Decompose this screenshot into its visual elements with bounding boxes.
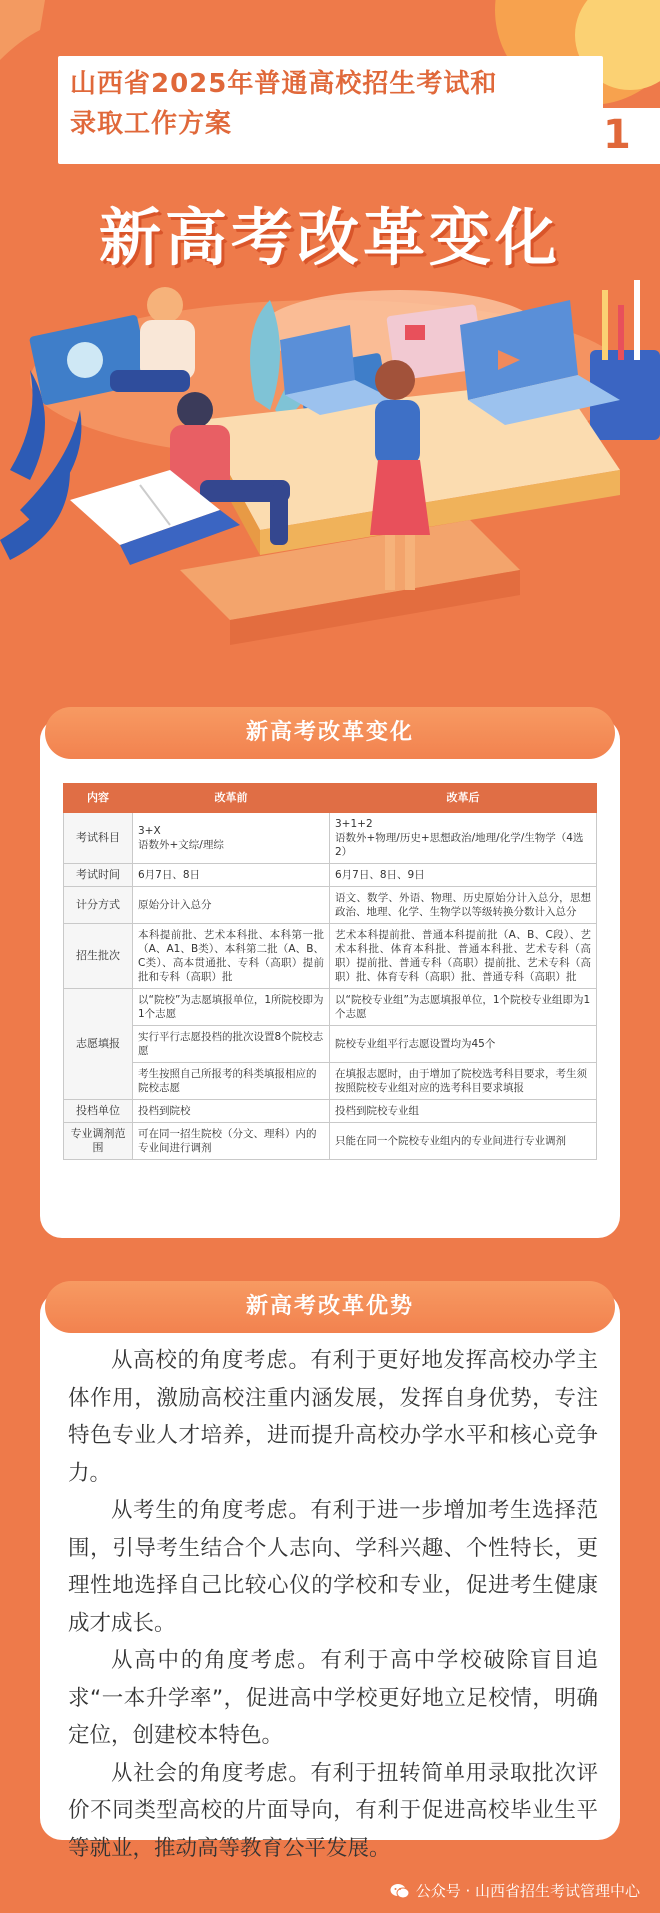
before-cell: 实行平行志愿投档的批次设置8个院校志愿 bbox=[133, 1026, 330, 1063]
table-header-cell: 内容 bbox=[64, 784, 133, 813]
table-row bbox=[64, 887, 597, 924]
after-cell: 6月7日、8日、9日 bbox=[330, 864, 597, 887]
table-row bbox=[64, 989, 597, 1026]
advantage-paragraph: 从社会的角度考虑。有利于扭转简单用录取批次评价不同类型高校的片面导向，有利于促进高校毕业生平等就业，推动高等教育公平发展。 bbox=[68, 1760, 598, 1861]
before-cell: 以“院校”为志愿填报单位，1所院校即为1个志愿 bbox=[133, 989, 330, 1026]
advantage-paragraph: 从高校的角度考虑。有利于更好地发挥高校办学主体作用，激励高校注重内涵发展，发挥自身优势，专注特色专业人才培养，进而提升高校办学水平和核心竞争力。 bbox=[68, 1348, 598, 1486]
row-label: 志愿填报 bbox=[64, 989, 133, 1100]
before-cell: 可在同一招生院校（分文、理科）内的专业间进行调剂 bbox=[133, 1123, 330, 1160]
after-cell: 院校专业组平行志愿设置均为45个 bbox=[330, 1026, 597, 1063]
row-label: 考试时间 bbox=[64, 864, 133, 887]
row-label: 投档单位 bbox=[64, 1100, 133, 1123]
table-row bbox=[64, 813, 597, 864]
before-cell: 本科提前批、艺术本科批、本科第一批（A、A1、B类）、本科第二批（A、B、C类）、高本贯通批、专科（高职）提前批和专科（高职）批 bbox=[133, 924, 330, 989]
changes-heading: 新高考改革变化 bbox=[45, 707, 615, 759]
comparison-table bbox=[63, 783, 597, 1160]
table-row bbox=[64, 1063, 597, 1100]
pen-holder-icon bbox=[590, 280, 660, 440]
row-label: 招生批次 bbox=[64, 924, 133, 989]
after-cell: 3+1+2 语数外+物理/历史+思想政治/地理/化学/生物学（4选2） bbox=[330, 813, 597, 864]
main-title: 新高考改革变化 bbox=[98, 201, 561, 274]
before-cell: 3+X 语数外+文综/理综 bbox=[133, 813, 330, 864]
before-cell: 投档到院校 bbox=[133, 1100, 330, 1123]
advantages-heading: 新高考改革优势 bbox=[45, 1281, 615, 1333]
table-row bbox=[64, 1123, 597, 1160]
header-title-line2: 录取工作方案 bbox=[70, 109, 233, 139]
footer bbox=[0, 1880, 640, 1901]
table-row bbox=[64, 924, 597, 989]
wechat-icon bbox=[390, 1883, 410, 1899]
after-cell: 以“院校专业组”为志愿填报单位，1个院校专业组即为1个志愿 bbox=[330, 989, 597, 1026]
table-header-cell: 改革后 bbox=[330, 784, 597, 813]
section-number: 1 bbox=[603, 112, 631, 158]
row-label: 计分方式 bbox=[64, 887, 133, 924]
footer-label: 公众号 · 山西省招生考试管理中心 bbox=[415, 1882, 640, 1900]
before-cell: 原始分计入总分 bbox=[133, 887, 330, 924]
table-row bbox=[64, 864, 597, 887]
after-cell: 投档到院校专业组 bbox=[330, 1100, 597, 1123]
table-row bbox=[64, 1100, 597, 1123]
students-illustration bbox=[0, 270, 660, 700]
row-label: 考试科目 bbox=[64, 813, 133, 864]
header-title bbox=[70, 64, 590, 144]
after-cell: 艺术本科提前批、普通本科提前批（A、B、C段）、艺术本科批、体育本科批、普通本科批、艺术专科（高职）提前批、普通专科（高职）提前批、艺术专科（高职）批、体育专科（高职）批、普通专科（高职）批 bbox=[330, 924, 597, 989]
advantages-text bbox=[68, 1342, 598, 1867]
header-title-line1: 山西省2025年普通高校招生考试和 bbox=[70, 69, 498, 99]
after-cell: 语文、数学、外语、物理、历史原始分计入总分，思想政治、地理、化学、生物学以等级转换分数计入总分 bbox=[330, 887, 597, 924]
table-header-row bbox=[64, 784, 597, 813]
advantage-paragraph: 从高中的角度考虑。有利于高中学校破除盲目追求“一本升学率”，促进高中学校更好地立足校情，明确定位，创建校本特色。 bbox=[68, 1648, 598, 1748]
section-number-tab bbox=[565, 108, 660, 164]
row-label: 专业调剂范围 bbox=[64, 1123, 133, 1160]
before-cell: 6月7日、8日 bbox=[133, 864, 330, 887]
advantage-paragraph: 从考生的角度考虑。有利于进一步增加考生选择范围，引导考生结合个人志向、学科兴趣、个性特长，更理性地选择自己比较心仪的学校和专业，促进考生健康成才成长。 bbox=[68, 1498, 598, 1636]
table-header-cell: 改革前 bbox=[133, 784, 330, 813]
after-cell: 只能在同一个院校专业组内的专业间进行专业调剂 bbox=[330, 1123, 597, 1160]
after-cell: 在填报志愿时，由于增加了院校选考科目要求，考生须按照院校专业组对应的选考科目要求填报 bbox=[330, 1063, 597, 1100]
before-cell: 考生按照自己所报考的科类填报相应的院校志愿 bbox=[133, 1063, 330, 1100]
table-row bbox=[64, 1026, 597, 1063]
